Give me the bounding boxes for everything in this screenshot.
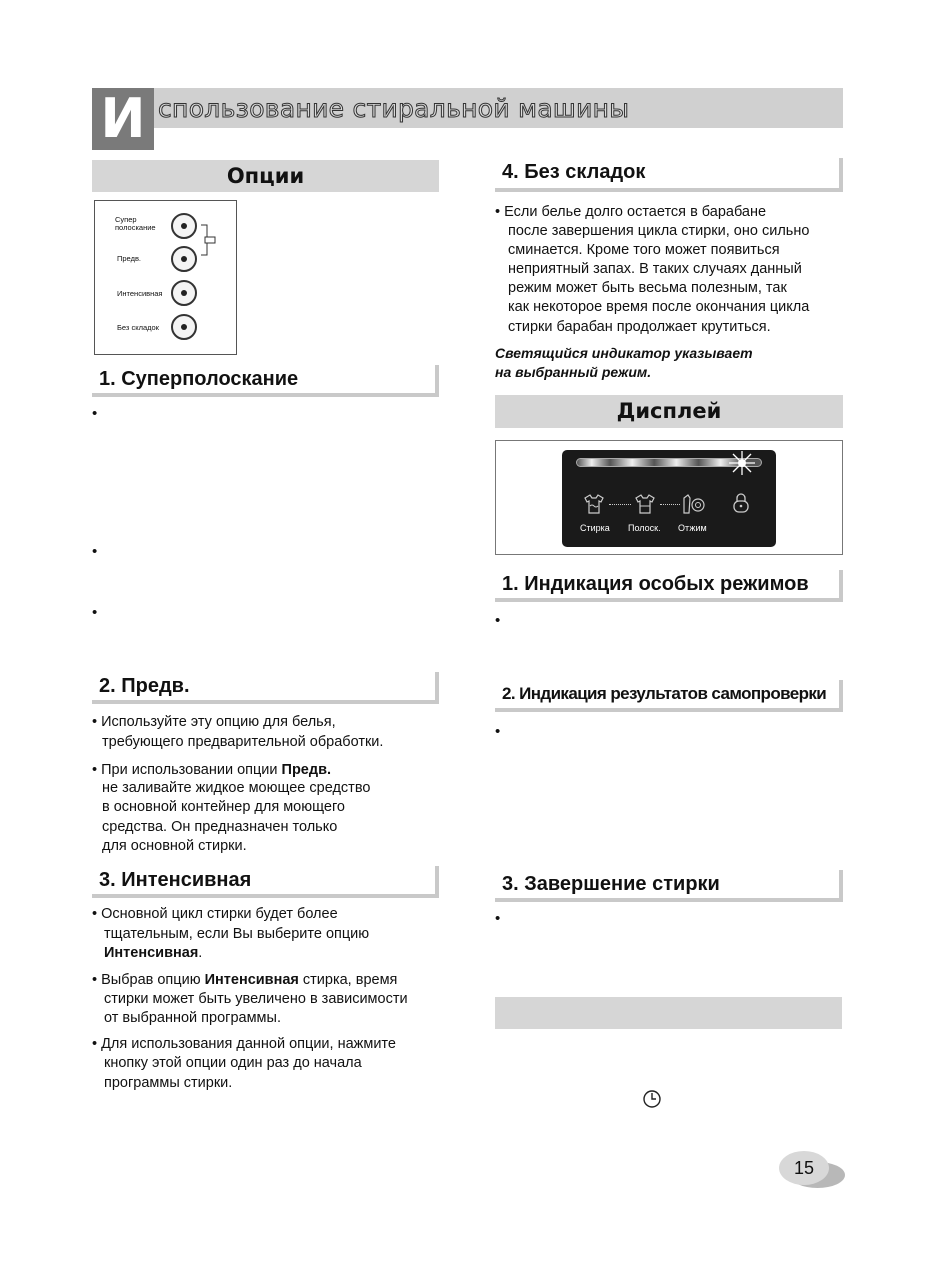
intensive-button[interactable] (171, 280, 197, 306)
prewash-b1-line2: требующего предварительной обработки. (102, 734, 384, 750)
intensive-b1-bold: Интенсивная (104, 945, 199, 961)
indicator-note-line2: на выбранный режим. (495, 364, 652, 380)
prewash-b2-line3: в основной контейнер для моющего (102, 799, 345, 815)
display-spin-label: Отжим (678, 523, 707, 533)
bullet: • (92, 762, 98, 778)
self-test-heading: 2. Индикация результатов самопроверки (495, 680, 843, 712)
super-rinse-label-1: Супер (115, 215, 137, 224)
prewash-label: Предв. (117, 254, 142, 263)
prewash-b2-line5: для основной стирки. (102, 838, 247, 854)
bullet: • (92, 1036, 98, 1052)
no-crease-bullet (495, 203, 766, 223)
intensive-b1-line2: тщательным, если Вы выберите опцию (104, 926, 370, 942)
prewash-bullet-1 (92, 713, 336, 733)
intensive-bullet-3 (92, 1035, 396, 1055)
super-rinse-heading: 1. Суперполоскание (92, 365, 439, 397)
header-initial: И (92, 88, 154, 150)
display-rinse-label: Полоск. (628, 523, 661, 533)
bullet: • (92, 604, 98, 621)
no-crease-line6: как некоторое время после окончания цикла (508, 299, 810, 315)
no-crease-line7: стирки барабан продолжает крутиться. (508, 319, 771, 335)
display-heading: Дисплей (495, 395, 843, 428)
sparkle-icon (728, 450, 756, 476)
wash-shirt-icon (582, 494, 606, 514)
no-crease-line5: режим может быть весьма полезным, так (508, 280, 787, 296)
bullet: • (495, 204, 501, 220)
prewash-heading: 2. Предв. (92, 672, 439, 704)
intensive-heading: 3. Интенсивная (92, 866, 439, 898)
intensive-b2-line2: стирки может быть увеличено в зависимости (104, 991, 408, 1007)
intensive-label: Интенсивная (117, 289, 163, 298)
prewash-button[interactable] (171, 246, 197, 272)
bullet: • (495, 910, 501, 927)
spin-shirt-icon (682, 494, 706, 514)
intensive-b3-line2: кнопку этой опции один раз до начала (104, 1055, 362, 1071)
no-crease-label: Без складок (117, 323, 159, 332)
no-crease-line2: после завершения цикла стирки, оно сильно (508, 223, 810, 239)
lock-icon (731, 492, 751, 514)
prewash-b2-line4: средства. Он предназначен только (102, 819, 338, 835)
bullet: • (92, 906, 98, 922)
intensive-b3-line1: Для использования данной опции, нажмите (101, 1036, 396, 1052)
page-title: спользование стиральной машины (158, 94, 630, 123)
intensive-b2-line3: от выбранной программы. (104, 1010, 281, 1026)
rinse-shirt-icon (633, 494, 657, 514)
clock-icon (642, 1089, 662, 1109)
no-crease-button[interactable] (171, 314, 197, 340)
option-link-bracket (199, 217, 219, 263)
indicator-note-line1: Светящийся индикатор указывает (495, 345, 753, 361)
prewash-b2-line1a: При использовании опции (101, 762, 282, 778)
no-crease-line3: сминается. Кроме того может появиться (508, 242, 780, 258)
intensive-b3-line3: программы стирки. (104, 1075, 233, 1091)
intensive-b2-line1b: Интенсивная (204, 972, 299, 988)
intensive-bullet-1 (92, 905, 338, 925)
prewash-b1-line1: Используйте эту опцию для белья, (101, 714, 336, 730)
bullet: • (92, 543, 98, 560)
dotted-connector (660, 504, 680, 505)
bullet: • (92, 405, 98, 422)
page-number: 15 (779, 1151, 829, 1185)
dotted-connector (609, 504, 631, 505)
intensive-b1-line1: Основной цикл стирки будет более (101, 906, 338, 922)
intensive-b1-end: . (198, 945, 203, 961)
display-wash-label: Стирка (580, 523, 610, 533)
intensive-b2-line1c: стирка, время (298, 972, 398, 988)
super-rinse-button[interactable] (171, 213, 197, 239)
options-heading: Опции (92, 160, 439, 192)
intensive-bullet-2 (92, 971, 397, 991)
wash-end-heading: 3. Завершение стирки (495, 870, 843, 902)
no-crease-line4: неприятный запах. В таких случаях данный (508, 261, 802, 277)
no-crease-line1: Если белье долго остается в барабане (504, 204, 767, 220)
bullet: • (495, 612, 501, 629)
super-rinse-label-2: полоскание (115, 223, 156, 232)
bullet: • (92, 972, 98, 988)
prewash-b2-line2: не заливайте жидкое моющее средство (102, 780, 371, 796)
bullet: • (495, 723, 501, 740)
intensive-b2-line1a: Выбрав опцию (101, 972, 205, 988)
no-crease-heading: 4. Без складок (495, 158, 843, 192)
intensive-b1-line3 (104, 944, 202, 964)
blank-gray-heading (495, 997, 842, 1029)
prewash-bullet-2 (92, 761, 331, 781)
bullet: • (92, 714, 98, 730)
special-mode-heading: 1. Индикация особых режимов (495, 570, 843, 602)
options-panel (94, 200, 237, 355)
prewash-b2-line1b: Предв. (281, 762, 332, 778)
